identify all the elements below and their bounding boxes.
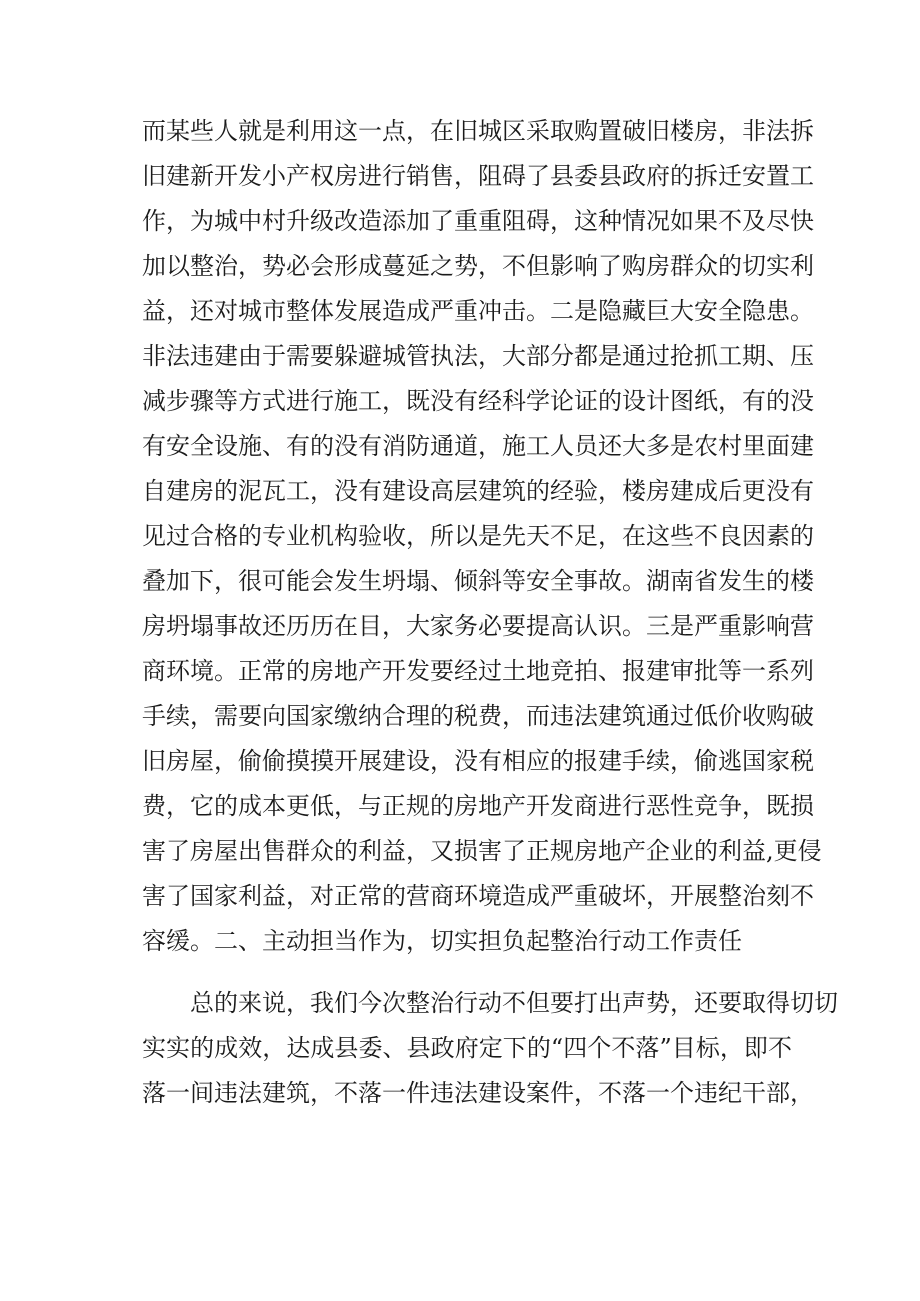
section-heading-line: 容缓。二、主动担当作为，切实担负起整治行动工作责任 [142, 927, 742, 955]
text-line-12: 房坍塌事故还历历在目，大家务必要提高认识。三是严重影响营 [142, 612, 814, 640]
text-line-10: 见过合格的专业机构验收，所以是先天不足，在这些不良因素的 [142, 522, 814, 550]
text-line-8: 有安全设施、有的没有消防通道，施工人员还大多是农村里面建 [142, 432, 814, 460]
text-line-16: 费，它的成本更低，与正规的房地产开发商进行恶性竞争，既损 [142, 792, 814, 820]
text-line-17: 害了房屋出售群众的利益，又损害了正规房地产企业的利益,更侵 [142, 837, 822, 865]
text-line-4: 加以整治，势必会形成蔓延之势，不但影响了购房群众的切实利 [142, 252, 814, 280]
text-line-11: 叠加下，很可能会发生坍塌、倾斜等安全事故。湖南省发生的楼 [142, 567, 814, 595]
text-line-13: 商环境。正常的房地产开发要经过土地竞拍、报建审批等一系列 [142, 657, 814, 685]
text-line-18: 害了国家利益，对正常的营商环境造成严重破坏，开展整治刻不 [142, 882, 814, 910]
text-line-2: 旧建新开发小产权房进行销售，阻碍了县委县政府的拆迁安置工 [142, 162, 814, 190]
text-line-5: 益，还对城市整体发展造成严重冲击。二是隐藏巨大安全隐患。 [142, 297, 814, 325]
text-line-6: 非法违建由于需要躲避城管执法，大部分都是通过抢抓工期、压 [142, 342, 814, 370]
text-line-9: 自建房的泥瓦工，没有建设高层建筑的经验，楼房建成后更没有 [142, 477, 814, 505]
text-line-15: 旧房屋，偷偷摸摸开展建设，没有相应的报建手续，偷逃国家税 [142, 747, 814, 775]
text-line-1: 而某些人就是利用这一点，在旧城区采取购置破旧楼房，非法拆 [142, 117, 814, 145]
text-line-7: 减步骤等方式进行施工，既没有经科学论证的设计图纸，有的没 [142, 387, 814, 415]
text-line-3: 作，为城中村升级改造添加了重重阻碍，这种情况如果不及尽快 [142, 207, 814, 235]
text-line-20: 总的来说，我们今次整治行动不但要打出声势，还要取得切切 [190, 989, 838, 1017]
text-line-21: 实实的成效，达成县委、县政府定下的“四个不落”目标，即不 [142, 1034, 792, 1062]
text-line-22: 落一间违法建筑，不落一件违法建设案件，不落一个违纪干部， [142, 1079, 814, 1107]
text-line-14: 手续，需要向国家缴纳合理的税费，而违法建筑通过低价收购破 [142, 702, 814, 730]
